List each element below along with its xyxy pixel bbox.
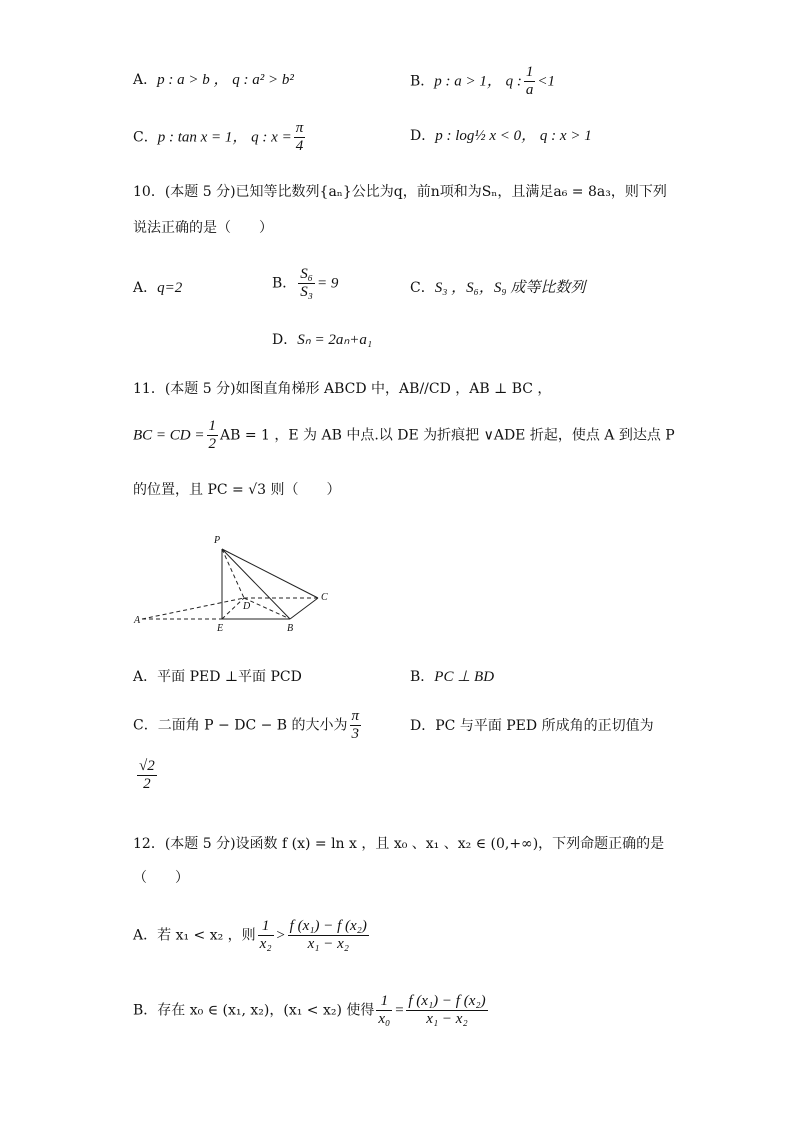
numerator: π (295, 120, 304, 136)
option-label: C． (133, 717, 158, 734)
q12-stem-line2: （ ） (133, 870, 189, 886)
option-label: C． (133, 129, 158, 146)
denominator: 2 (208, 436, 216, 452)
option-text: 若 x₁ < x₂ ，则 (157, 927, 256, 944)
geometry-figure (130, 530, 340, 640)
point-label-P: P (214, 535, 221, 546)
option-text: Sₙ = 2aₙ+a₁ (297, 332, 373, 348)
numerator: f (x₁) − f (x₂) (289, 918, 367, 934)
edge-PC (222, 549, 318, 598)
fraction (350, 708, 362, 743)
denominator: 2 (143, 776, 151, 792)
q10-option-d (272, 330, 372, 350)
stem-text: BC = CD = (133, 427, 205, 444)
denominator: a (525, 82, 534, 98)
option-text: PC ⊥ BD (434, 669, 495, 685)
edge-PD (222, 549, 244, 598)
option-text: 二面角 P − DC − B 的大小为 (157, 717, 348, 734)
option-label: A． (133, 280, 158, 296)
option-text: 存在 x₀ ∈ (x₁, x₂)，(x₁ < x₂) 使得 (157, 1002, 375, 1019)
q11-stem-line2 (133, 418, 675, 453)
option-label: D． (410, 128, 436, 144)
option-text: S₃ ，S₆，S₉ 成等比数列 (434, 280, 586, 296)
q11-stem-line1: 11．(本题 5 分)如图直角梯形 ABCD 中，AB//CD ，AB ⊥ BC ， (133, 381, 552, 397)
option-text: PC 与平面 PED 所成角的正切值为 (435, 718, 654, 734)
option-label: B． (410, 669, 435, 685)
fraction (524, 64, 536, 99)
option-label: D． (272, 332, 298, 348)
option-text: p : log½ x < 0， q : x > 1 (435, 128, 592, 144)
option-text: p : tan x = 1， q : x = (157, 129, 292, 146)
numerator: 1 (208, 418, 216, 434)
q9-option-a (133, 70, 294, 90)
denominator: x₀ (378, 1011, 391, 1027)
denominator: x₁ − x₂ (426, 1011, 468, 1027)
fraction (294, 120, 306, 155)
denominator: 4 (295, 138, 304, 154)
edge-BC (290, 598, 318, 619)
option-label: B． (133, 1002, 158, 1019)
fraction (376, 993, 392, 1028)
edge-DB (244, 598, 290, 619)
fraction (406, 993, 487, 1028)
edge-ED (222, 598, 244, 619)
numerator: 1 (525, 64, 534, 80)
q12-option-a (133, 918, 371, 953)
numerator: 1 (258, 918, 274, 936)
denominator: 3 (351, 726, 360, 742)
denominator: S₃ (300, 284, 314, 300)
numerator: S₆ (300, 266, 314, 282)
option-label: A． (133, 669, 158, 685)
q10-stem-line2: 说法正确的是（ ） (133, 220, 273, 236)
numerator: f (x₁) − f (x₂) (408, 993, 486, 1009)
q10-option-b (272, 266, 338, 301)
point-label-D: D (243, 601, 251, 612)
option-label: B． (272, 275, 297, 292)
q9-option-d (410, 126, 592, 146)
stem-text: AB = 1 ，E 为 AB 中点.以 DE 为折痕把 ∨ADE 折起，使点 A 到达点 P (220, 427, 675, 444)
option-label: A． (133, 72, 158, 88)
edge-AD (142, 598, 244, 619)
q11-option-c (133, 708, 363, 743)
numerator: √2 (139, 758, 155, 774)
denominator: x₁ − x₂ (307, 936, 349, 952)
option-text: q=2 (157, 280, 183, 296)
edge-PB (222, 549, 290, 619)
q12-stem-line1: 12．(本题 5 分)设函数 f (x) = ln x ，且 x₀ 、x₁ 、x₂ ∈ (0,+∞)，下列命题正确的是 (133, 836, 665, 852)
option-text: = 9 (317, 275, 339, 292)
point-label-E: E (217, 623, 224, 634)
fraction (298, 266, 315, 301)
fraction (258, 918, 274, 953)
numerator: π (351, 708, 360, 724)
denominator: x₂ (259, 936, 272, 952)
operator: = (394, 1002, 405, 1019)
q9-option-b (410, 64, 555, 99)
option-text: 平面 PED ⊥平面 PCD (157, 669, 302, 685)
fraction (207, 418, 219, 453)
q11-stem-line3: 的位置，且 PC = √3 则（ ） (133, 482, 341, 498)
option-text: <1 (537, 73, 556, 90)
fraction (288, 918, 369, 953)
option-text: p : a > 1， q : (434, 73, 522, 90)
q10-option-c (410, 278, 585, 298)
operator: > (275, 927, 286, 944)
q11-option-a (133, 667, 302, 687)
q12-option-b (133, 993, 490, 1028)
numerator: 1 (376, 993, 392, 1011)
q11-option-d-value (135, 758, 159, 793)
fraction (137, 758, 157, 793)
point-label-C: C (321, 592, 328, 603)
q11-option-d (410, 716, 654, 736)
option-label: B． (410, 73, 435, 90)
option-label: A． (133, 927, 158, 944)
q10-stem-line1: 10．(本题 5 分)已知等比数列{aₙ}公比为q，前n项和为Sₙ，且满足a₆ = 8a₃，则下列 (133, 184, 667, 200)
q10-option-a (133, 278, 182, 298)
option-label: D． (410, 718, 436, 734)
option-label: C． (410, 280, 435, 296)
q11-option-b (410, 667, 494, 687)
q9-option-c (133, 120, 307, 155)
option-text: p : a > b ， q : a² > b² (157, 72, 294, 88)
point-label-A: A (134, 615, 141, 626)
point-label-B: B (287, 623, 294, 634)
